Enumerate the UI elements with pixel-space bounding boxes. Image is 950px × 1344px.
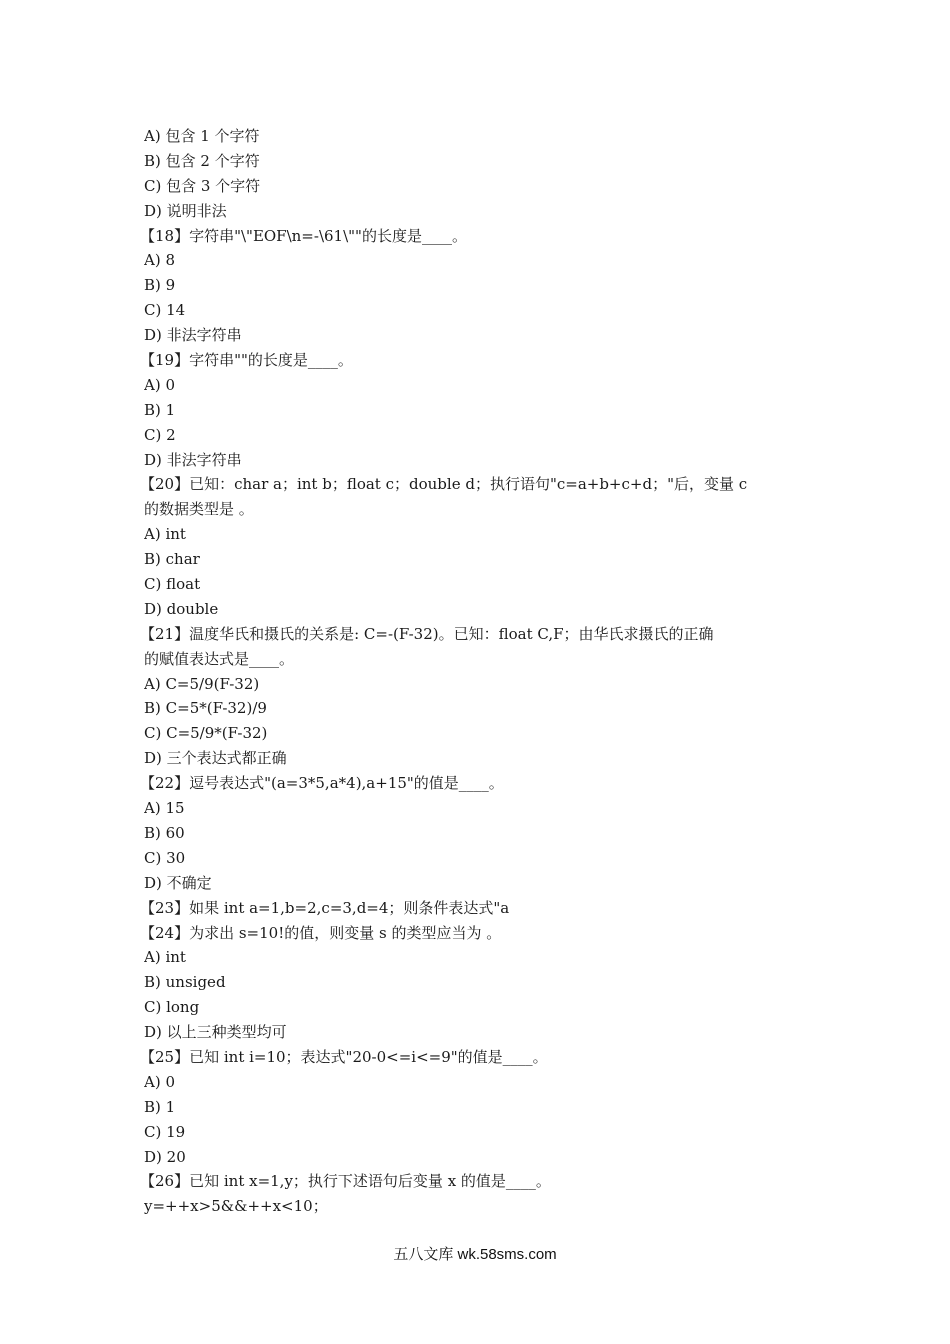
question-continuation: 的数据类型是 。 — [144, 500, 254, 519]
answer-option: B) unsiged — [144, 973, 226, 992]
answer-option: B) 1 — [144, 1097, 176, 1116]
answer-option: B) 60 — [144, 823, 185, 842]
answer-option: D) 以上三种类型均可 — [144, 1023, 287, 1042]
question-stem: 【19】字符串""的长度是____。 — [140, 351, 353, 370]
question-stem: 【25】已知 int i=10；表达式"20-0<=i<=9"的值是____。 — [140, 1047, 548, 1066]
question-continuation: 的赋值表达式是____。 — [144, 649, 295, 668]
answer-option: D) 20 — [144, 1147, 186, 1166]
answer-option: D) 说明非法 — [144, 201, 227, 220]
answer-option: D) 三个表达式都正确 — [144, 749, 287, 768]
question-stem: 【24】为求出 s=10!的值，则变量 s 的类型应当为 。 — [140, 923, 502, 942]
answer-option: A) 0 — [144, 1072, 175, 1091]
answer-option: B) 包含 2 个字符 — [144, 151, 260, 170]
answer-option: D) 不确定 — [144, 873, 212, 892]
answer-option: C) 2 — [144, 425, 176, 444]
answer-option: C) 包含 3 个字符 — [144, 176, 261, 195]
answer-option: C) 30 — [144, 848, 186, 867]
answer-option: D) 非法字符串 — [144, 450, 242, 469]
answer-option: A) 包含 1 个字符 — [144, 127, 260, 145]
question-list — [140, 124, 804, 1219]
question-stem: 【22】逗号表达式"(a=3*5,a*4),a+15"的值是____。 — [140, 774, 504, 793]
answer-option: C) long — [144, 998, 200, 1017]
answer-option: C) 19 — [144, 1122, 186, 1141]
page-footer: 五八文库 wk.58sms.com — [393, 1246, 557, 1263]
answer-option: A) C=5/9(F-32) — [144, 674, 260, 693]
answer-option: B) 9 — [144, 276, 176, 295]
question-stem: 【23】如果 int a=1,b=2,c=3,d=4；则条件表达式"a — [140, 898, 510, 917]
answer-option: B) 1 — [144, 400, 176, 419]
question-stem: 【26】已知 int x=1,y；执行下述语句后变量 x 的值是____。 — [140, 1172, 551, 1191]
question-stem: 【18】字符串"\"EOF\n=-\61\""的长度是____。 — [140, 226, 467, 245]
question-stem: 【20】已知：char a；int b；float c；double d；执行语句"c=a+b+c+d；"后，变量 c — [140, 475, 748, 494]
answer-option: A) 15 — [144, 799, 185, 818]
answer-option: D) 非法字符串 — [144, 326, 242, 345]
answer-option: D) double — [144, 599, 219, 618]
answer-option: A) 8 — [144, 251, 175, 270]
answer-option: B) C=5*(F-32)/9 — [144, 699, 267, 718]
answer-option: C) C=5/9*(F-32) — [144, 724, 268, 743]
question-stem: 【21】温度华氏和摄氏的关系是: C=-(F-32)。已知：float C,F；由华氏求摄氏的正确 — [140, 624, 714, 643]
answer-option: A) int — [144, 948, 186, 967]
answer-option: C) float — [144, 575, 201, 594]
code-line: y=++x>5&&++x<10； — [144, 1197, 328, 1216]
answer-option: B) char — [144, 550, 200, 569]
answer-option: C) 14 — [144, 301, 186, 320]
answer-option: A) int — [144, 525, 186, 544]
answer-option: A) 0 — [144, 375, 175, 394]
